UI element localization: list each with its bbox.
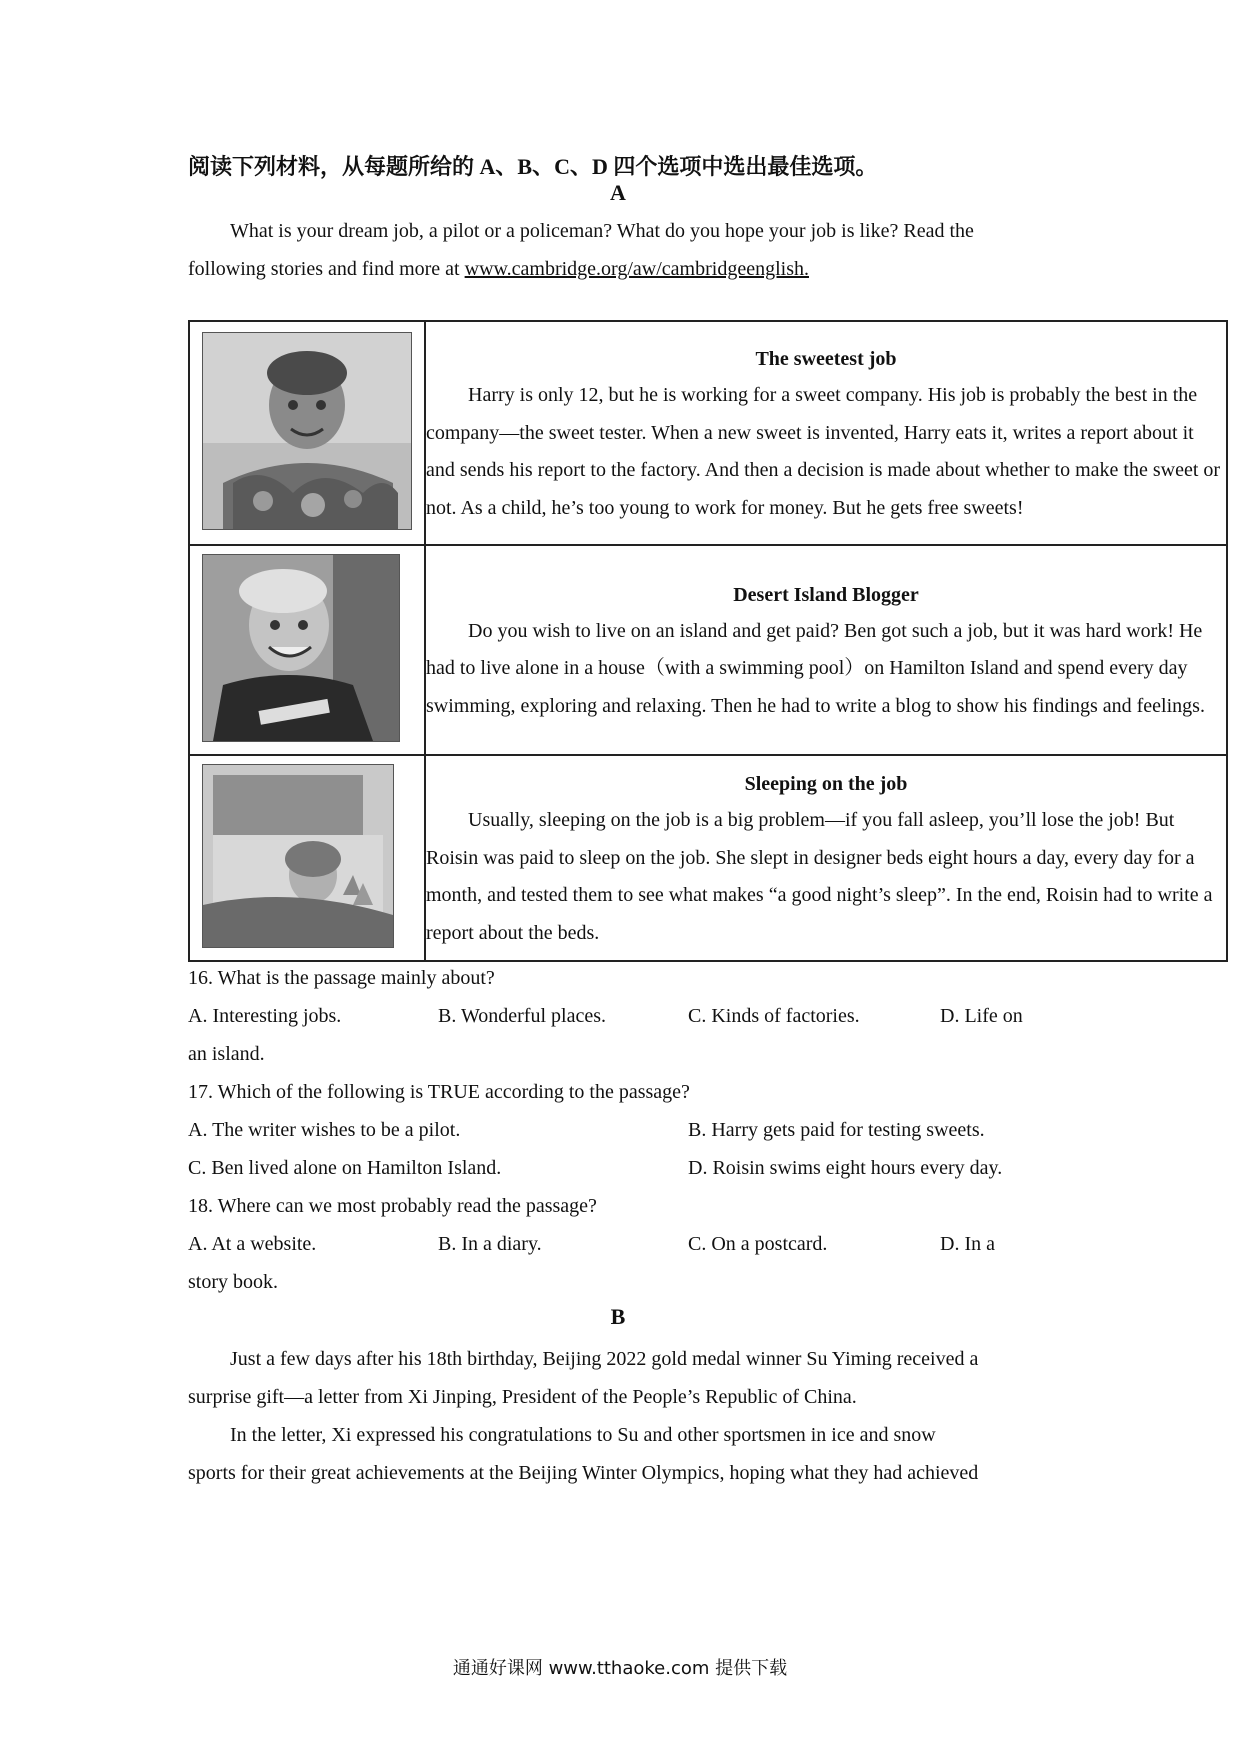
photo-cell-2 bbox=[189, 545, 425, 755]
question-18-option-d[interactable]: D. In a bbox=[940, 1233, 995, 1255]
question-16-option-b[interactable]: B. Wonderful places. bbox=[438, 1005, 606, 1027]
intro-line-2-text: following stories and find more at bbox=[188, 258, 465, 280]
section-b-p2-line2: sports for their great achievements at the Beijing Winter Olympics, hoping what they had achieved bbox=[188, 1462, 979, 1484]
cambridge-link[interactable]: www.cambridge.org/aw/cambridgeenglish. bbox=[464, 258, 809, 280]
story-row-3 bbox=[189, 755, 1227, 961]
intro-line-2 bbox=[188, 250, 1068, 288]
section-b-p1-line1: Just a few days after his 18th birthday, Beijing 2022 gold medal winner Su Yiming received a bbox=[230, 1348, 979, 1370]
story-row-2 bbox=[189, 545, 1227, 755]
page-footer: 通通好课网 www.tthaoke.com 提供下载 bbox=[452, 1658, 788, 1679]
stories-table bbox=[188, 320, 1228, 962]
story-body-1: Harry is only 12, but he is working for a sweet company. His job is probably the best in the company—the sweet tester. When a new sweet is invented, Harry eats it, writes a report about it and sends his report to the factory. And then a decision is made about whether to make the sweet or not. As a child, he’s too young to work for money. But he gets free sweets! bbox=[426, 384, 1221, 519]
story-text-cell-2 bbox=[425, 545, 1227, 755]
question-16-option-d-wrap: an island. bbox=[188, 1043, 265, 1065]
photo-smiling-man bbox=[202, 554, 400, 742]
story-text-cell-1 bbox=[425, 321, 1227, 545]
story-body-3: Usually, sleeping on the job is a big problem—if you fall asleep, you’ll lose the job! But Roisin was paid to sleep on the job. She slept in designer beds eight hours a day, every day for a month, and tested them to see what makes “a good night’s sleep”. In the end, Roisin had to write a report about the beds. bbox=[426, 809, 1213, 944]
section-b-title: B bbox=[610, 1304, 626, 1329]
story-title-3: Sleeping on the job bbox=[744, 773, 908, 795]
question-18-stem: 18. Where can we most probably read the passage? bbox=[188, 1195, 597, 1217]
question-17-option-d[interactable]: D. Roisin swims eight hours every day. bbox=[688, 1157, 1003, 1179]
question-18-option-d-wrap: story book. bbox=[188, 1271, 278, 1293]
question-16-option-c[interactable]: C. Kinds of factories. bbox=[688, 1005, 860, 1027]
section-b-p1-line2: surprise gift—a letter from Xi Jinping, President of the People’s Republic of China. bbox=[188, 1386, 857, 1408]
question-17-option-c[interactable]: C. Ben lived alone on Hamilton Island. bbox=[188, 1157, 502, 1179]
question-17-option-a[interactable]: A. The writer wishes to be a pilot. bbox=[188, 1119, 461, 1141]
question-16-stem: 16. What is the passage mainly about? bbox=[188, 967, 495, 989]
story-title-1: The sweetest job bbox=[755, 348, 897, 370]
photo-cell-3 bbox=[189, 755, 425, 961]
question-17-option-b[interactable]: B. Harry gets paid for testing sweets. bbox=[688, 1119, 985, 1141]
question-16-option-a[interactable]: A. Interesting jobs. bbox=[188, 1005, 342, 1027]
instruction-heading: 阅读下列材料，从每题所给的 A、B、C、D 四个选项中选出最佳选项。 bbox=[188, 154, 878, 179]
intro-line-1: What is your dream job, a pilot or a policeman? What do you hope your job is like? Read the bbox=[230, 220, 974, 242]
section-b-p2-line1: In the letter, Xi expressed his congratulations to Su and other sportsmen in ice and snow bbox=[230, 1424, 936, 1446]
story-body-2: Do you wish to live on an island and get paid? Ben got such a job, but it was hard work! He had to live alone in a house（with a swimming pool）on Hamilton Island and spend every day swimming, exploring and relaxing. Then he had to write a blog to show his findings and feelings. bbox=[426, 619, 1205, 717]
question-18-option-c[interactable]: C. On a postcard. bbox=[688, 1233, 828, 1255]
section-a-title: A bbox=[610, 180, 626, 205]
photo-boy-with-sweets bbox=[202, 332, 412, 530]
photo-woman-in-bed bbox=[202, 764, 394, 948]
question-16-option-d[interactable]: D. Life on bbox=[940, 1005, 1023, 1027]
story-title-2: Desert Island Blogger bbox=[733, 583, 919, 606]
photo-cell-1 bbox=[189, 321, 425, 545]
question-18-option-b[interactable]: B. In a diary. bbox=[438, 1233, 542, 1255]
story-text-cell-3 bbox=[425, 755, 1227, 961]
question-17-stem: 17. Which of the following is TRUE according to the passage? bbox=[188, 1081, 690, 1103]
question-18-option-a[interactable]: A. At a website. bbox=[188, 1233, 317, 1255]
story-row-1 bbox=[189, 321, 1227, 545]
